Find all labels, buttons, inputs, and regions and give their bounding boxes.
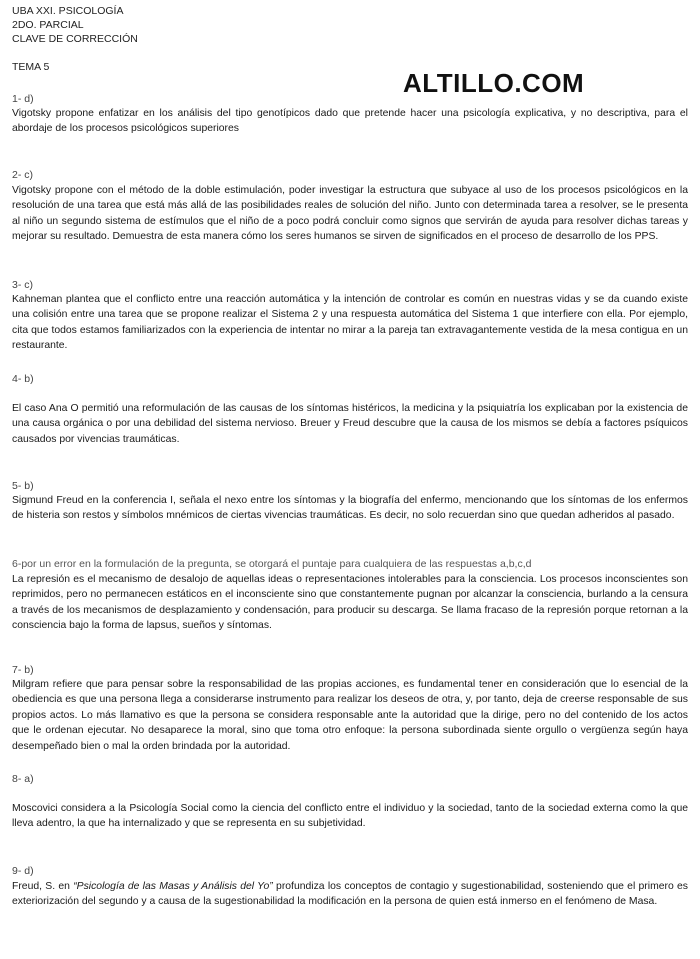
document-type: CLAVE DE CORRECCIÓN — [12, 33, 138, 45]
question-label: 9- d) — [12, 865, 34, 877]
question-label-note: 6-por un error en la formulación de la pregunta, se otorgará el puntaje para cualquiera de las respuestas a,b,c,d — [12, 558, 532, 570]
answer-text: Vigotsky propone enfatizar en los análisis del tipo genotípicos dado que pretende hacer una psicología explicativa, y no descriptiva, para el abordaje de los procesos psicológicos superiores — [12, 108, 688, 135]
exam-name: 2DO. PARCIAL — [12, 19, 84, 31]
answer-text-end: profundiza los conceptos de contagio y sugestionabilidad, sosteniendo que el primero es exteriorización del segundo y a causa de la sugestionabilidad la modificación en la persona de quien está inmerso en el fenómeno de Masa. — [12, 881, 688, 908]
question-label: 3- c) — [12, 279, 33, 291]
answer-text — [12, 879, 688, 910]
answer-text: El caso Ana O permitió una reformulación de las causas de los síntomas histéricos, la medicina y la psiquiatría los explicaban por la existencia de una causa orgánica o por una debilidad del sistema nervioso. Breuer y Freud descubre que la causa de los mismos se debía a factores psíquicos causados por vivencias traumáticas. — [12, 403, 688, 445]
question-label: 7- b) — [12, 664, 34, 676]
question-label: 8- a) — [12, 773, 34, 785]
course-title: UBA XXI. PSICOLOGÍA — [12, 5, 124, 17]
tema-label: TEMA 5 — [12, 61, 50, 73]
answer-text: La represión es el mecanismo de desalojo de aquellas ideas o representaciones intolerables para la consciencia. Los procesos inconscientes son reprimidos, pero no permanecen estáticos en el inconsciente sino que constantemente pugnan por alcanzar la consciencia, burlando a la censura a través de los mecanismos de desplazamiento y condensación, para producir su descarga. Se llama fracaso de la represión porque retornan a la consciencia bajo la forma de lapsus, sueños y síntomas. — [12, 574, 688, 632]
answer-text: Sigmund Freud en la conferencia I, señala el nexo entre los síntomas y la biografía del enfermo, mencionando que los síntomas de los enfermos de histeria son restos y símbolos mnémicos de ciertas vivencias traumáticas. Es decir, no solo recuerdan sino que quedan adheridos al pasado. — [12, 495, 688, 522]
question-label: 1- d) — [12, 93, 34, 105]
altillo-watermark: ALTILLO.COM — [403, 68, 585, 98]
answer-text: Vigotsky propone con el método de la doble estimulación, poder investigar la estructura que subyace al uso de los procesos psicológicos en la resolución de una tarea que está más allá de las posibilidades reales de solución del niño. Junto con determinada tarea a resolver, se le presenta al niño un segundo sistema de estímulos que el niño de a poco podrá concluir como signos que servirán de ayuda para resolver dichas tareas y mejorar su resultado. Demuestra de esta manera cómo los seres humanos se sirven de significados en el proceso de desarrollo de los PPS. — [12, 185, 688, 243]
answer-text: Milgram refiere que para pensar sobre la responsabilidad de las propias acciones, es fundamental tener en consideración que lo esencial de la obediencia es que una persona llega a considerarse instrumento para realizar los deseos de otra, y, por tanto, deja de creerse responsable de sus propios actos. Lo más llamativo es que la persona se considera responsable ante la autoridad que la dirige, pero no del contenido de los actos que le ordenan ejecutar. No desaparece la moral, sino que toma otro enfoque: la persona subordinada siente orgullo o vergüenza según haya desempeñado bien o mal la orden brindada por la autoridad. — [12, 679, 688, 752]
answer-text: Moscovici considera a la Psicología Social como la ciencia del conflicto entre el individuo y la sociedad, tanto de la sociedad externa como la que lleva adentro, la que ha internalizado y que se representa en su subjetividad. — [12, 803, 688, 830]
question-label: 5- b) — [12, 480, 34, 492]
answer-text-start: Freud, S. en — [12, 881, 74, 892]
question-label: 2- c) — [12, 169, 33, 181]
answer-text: Kahneman plantea que el conflicto entre una reacción automática y la intención de controlar es común en nuestras vidas y se da cuando existe una colisión entre una tarea que se propone realizar el Sistema 2 y una respuesta automática del Sistema 1 que interfiere con ella. Por ejemplo, cita que todos estamos familiarizados con la experiencia de intentar no mirar a la pareja tan extravagantemente vestida de la mesa contigua en un restaurante. — [12, 294, 688, 352]
question-label: 4- b) — [12, 373, 34, 385]
book-title: “Psicología de las Masas y Análisis del Yo” — [73, 881, 273, 892]
